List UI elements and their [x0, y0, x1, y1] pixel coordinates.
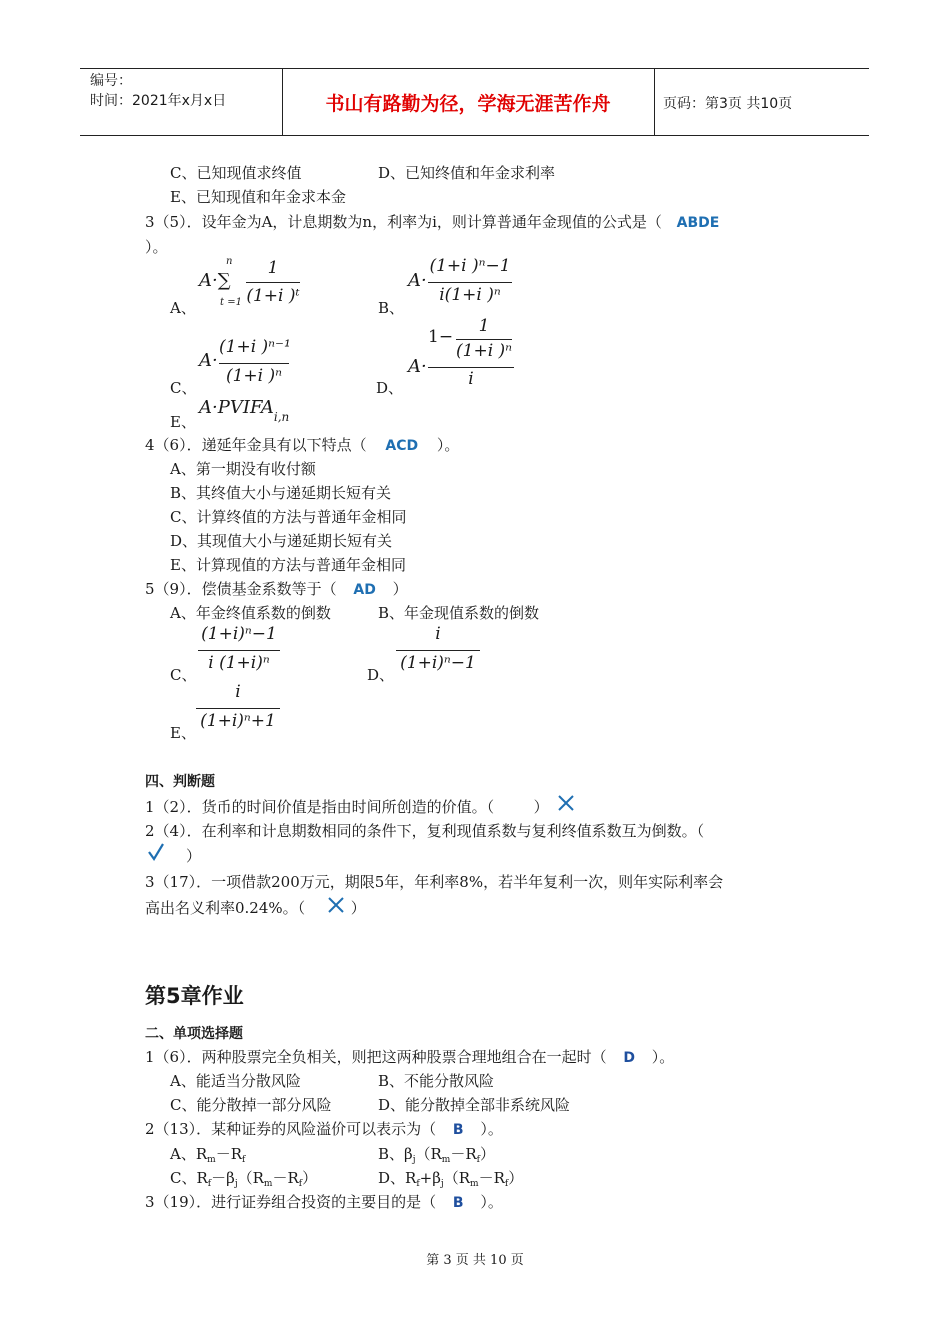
- denominator: i: [468, 369, 474, 389]
- header-number-label: 编号：: [90, 73, 132, 89]
- option-text: A、R: [170, 1145, 208, 1163]
- subscript: f: [241, 1155, 246, 1165]
- option-text: C、R: [170, 1169, 208, 1187]
- answer-text: B: [452, 1122, 464, 1138]
- option-d: [378, 1167, 523, 1189]
- option-label: C、: [170, 666, 197, 684]
- page-footer: 第 3 页 共 10 页: [426, 1253, 524, 1268]
- subscript: f: [476, 1155, 480, 1165]
- question-tail: ）: [392, 580, 408, 598]
- question-text: 3（19）．进行证券组合投资的主要目的是（: [145, 1193, 437, 1211]
- question-tail: ）。: [651, 1048, 675, 1066]
- subscript: m: [441, 1155, 451, 1165]
- denominator: (1+i )ᵗ: [246, 286, 300, 306]
- subscript: f: [298, 1179, 303, 1189]
- inner-numerator: 1: [478, 316, 490, 336]
- page-header: [80, 68, 869, 136]
- option-label: B、: [378, 299, 405, 317]
- question-stem: [145, 1191, 503, 1212]
- answer-text: B: [452, 1195, 464, 1211]
- fraction: [428, 256, 512, 312]
- option-b: B、年金现值系数的倒数: [378, 604, 540, 622]
- answer-text: ABDE: [676, 215, 720, 231]
- question-text: 5（9）．偿债基金系数等于（: [145, 580, 337, 598]
- chapter-title: 第5章作业: [145, 984, 244, 1008]
- question-text: 1（6）．两种股票完全负相关，则把这两种股票合理地组合在一起时（: [145, 1048, 607, 1066]
- answer-text: AD: [353, 582, 376, 598]
- question-tail: ）。: [480, 1193, 503, 1211]
- option-c: [170, 1167, 317, 1189]
- answer-text: ACD: [385, 438, 419, 454]
- option-a: A、第一期没有收付额: [170, 460, 316, 478]
- option-label: E、: [170, 413, 196, 431]
- formula-e-main: A·PVIFA: [199, 397, 274, 418]
- subscript: f: [207, 1179, 212, 1189]
- option-text: －R: [478, 1169, 505, 1187]
- option-label: E、: [170, 724, 196, 742]
- judge-question: 3（17）．一项借款200万元，期限5年，年利率8%，若半年复利一次，则年实际利率会: [145, 873, 724, 891]
- inner-bar: [456, 339, 512, 340]
- option-text: －R: [215, 1145, 242, 1163]
- formula-e-sub: i,n: [273, 410, 290, 424]
- question-text: 4（6）．递延年金具有以下特点（: [145, 436, 367, 454]
- header-motto: 书山有路勤为径，学海无涯苦作舟: [325, 93, 611, 115]
- option-text: －R: [272, 1169, 299, 1187]
- numerator: (1+i )ⁿ−1: [429, 256, 511, 276]
- fraction: [396, 624, 480, 680]
- fraction: [198, 624, 280, 680]
- option-text: +β: [419, 1169, 441, 1187]
- option-text: D、R: [378, 1169, 417, 1187]
- subscript: m: [263, 1179, 273, 1189]
- option-text: －β: [211, 1169, 235, 1187]
- header-divider: [654, 69, 655, 135]
- fraction-bar: [396, 650, 480, 651]
- option-label: D、: [376, 379, 404, 397]
- question-stem: [145, 1046, 674, 1067]
- fraction-bar: [428, 367, 514, 368]
- option-text: B、β: [378, 1145, 413, 1163]
- denominator: (1+i)ⁿ−1: [400, 653, 476, 673]
- section-title: 四、判断题: [145, 774, 215, 790]
- question-tail: ）: [350, 899, 366, 917]
- subscript: m: [470, 1179, 479, 1189]
- option-text: ）: [479, 1145, 495, 1163]
- option-b: B、其终值大小与递延期长短有关: [170, 484, 392, 502]
- judge-question: 2（4）．在利率和计息期数相同的条件下，复利现值系数与复利终值系数互为倒数。（: [145, 822, 705, 840]
- formula-e: [199, 397, 289, 424]
- option-a: A、年金终值系数的倒数: [170, 604, 331, 622]
- question-tail: ）。: [436, 436, 460, 454]
- subscript: m: [207, 1155, 216, 1165]
- option-text: （R: [237, 1169, 264, 1187]
- question-tail: ）。: [480, 1120, 503, 1138]
- question-text: 高出名义利率0.24%。（: [145, 899, 306, 917]
- fraction-bar: [196, 708, 280, 709]
- option-text: （R: [415, 1145, 442, 1163]
- fraction-bar: [246, 282, 300, 283]
- numerator: (1+i)ⁿ−1: [201, 624, 277, 644]
- subscript: f: [416, 1179, 420, 1189]
- option-text: （R: [443, 1169, 471, 1187]
- numerator: i: [435, 624, 441, 644]
- denominator: (1+i)ⁿ+1: [200, 711, 276, 731]
- option-b: B、不能分散风险: [378, 1072, 495, 1090]
- section-title: 二、单项选择题: [145, 1026, 243, 1042]
- compound-fraction: [428, 316, 514, 392]
- fraction-bar: [198, 650, 280, 651]
- formula-prefix: A·∑: [199, 270, 231, 291]
- question-text: 1（2）．货币的时间价值是指由时间所创造的价值。（: [145, 798, 495, 816]
- judge-question: [145, 796, 549, 817]
- denominator: (1+i )ⁿ: [225, 366, 283, 386]
- subscript: j: [412, 1155, 416, 1165]
- question-stem: [145, 434, 459, 455]
- denominator: i (1+i)ⁿ: [208, 653, 270, 673]
- option-d: D、能分散掉全部非系统风险: [378, 1096, 571, 1114]
- fraction: [219, 337, 289, 393]
- question-stem: [145, 578, 408, 599]
- sum-upper: n: [226, 256, 233, 267]
- option-c: C、计算终值的方法与普通年金相同: [170, 508, 407, 526]
- inner-denominator: (1+i )ⁿ: [456, 341, 513, 361]
- question-stem: [145, 211, 729, 232]
- question-tail: ）: [186, 847, 202, 865]
- option-d: D、其现值大小与递延期长短有关: [170, 532, 393, 550]
- numerator: (1+i )ⁿ⁻¹: [219, 337, 291, 357]
- answer-text: D: [623, 1050, 635, 1066]
- option-b: [378, 1143, 495, 1165]
- option-label: C、: [170, 379, 197, 397]
- option-text: ）: [302, 1169, 318, 1187]
- fraction-bar: [219, 363, 289, 364]
- option-a: A、能适当分散风险: [170, 1072, 301, 1090]
- option-e: E、计算现值的方法与普通年金相同: [170, 556, 406, 574]
- denominator: i(1+i )ⁿ: [439, 285, 501, 305]
- option-label: A、: [170, 299, 196, 317]
- inner-fraction: [456, 316, 512, 364]
- header-date-label: 时间：2021年x月x日: [90, 93, 227, 109]
- question-stem: [145, 1118, 503, 1139]
- question-tail: ）: [533, 798, 549, 816]
- formula-prefix: A·: [199, 350, 218, 371]
- numerator: 1: [267, 258, 279, 278]
- fraction-bar: [428, 282, 512, 283]
- subscript: j: [234, 1179, 238, 1189]
- option-d: D、已知终值和年金求利率: [378, 164, 556, 182]
- cross-mark-icon: [556, 793, 576, 813]
- option-text: ）: [508, 1169, 524, 1187]
- formula-prefix: A·: [408, 270, 427, 291]
- option-c: C、已知现值求终值: [170, 164, 302, 182]
- option-a: [170, 1143, 245, 1165]
- header-page-label: 页码：第3页 共10页: [663, 96, 793, 112]
- sum-lower: t =1: [220, 297, 242, 308]
- subscript: j: [440, 1179, 444, 1189]
- option-label: D、: [367, 666, 395, 684]
- fraction: [246, 258, 300, 312]
- formula-prefix: A·: [408, 356, 427, 377]
- subscript: f: [504, 1179, 509, 1189]
- inner-left: 1−: [428, 327, 454, 347]
- header-left: [90, 71, 226, 111]
- question-text: 2（13）．某种证券的风险溢价可以表示为（: [145, 1120, 437, 1138]
- cross-mark-icon: [326, 895, 346, 915]
- check-mark-icon: [146, 841, 166, 863]
- fraction: [196, 682, 280, 738]
- question-stem-tail: ）。: [145, 238, 168, 256]
- question-text: 3（5）．设年金为A，计息期数为n，利率为i，则计算普通年金现值的公式是（: [145, 213, 662, 231]
- option-c: C、能分散掉一部分风险: [170, 1096, 332, 1114]
- option-text: －R: [450, 1145, 477, 1163]
- numerator: i: [235, 682, 241, 702]
- option-e: E、已知现值和年金求本金: [170, 188, 346, 206]
